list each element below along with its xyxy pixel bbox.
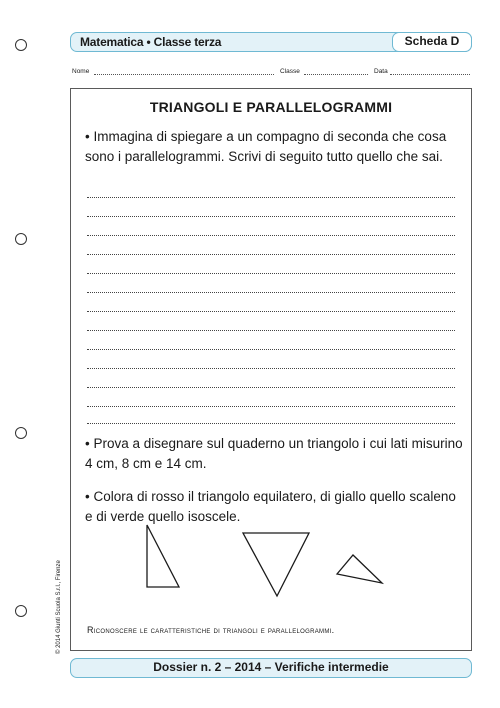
scalene-triangle[interactable] [147, 525, 179, 587]
date-label: Data [374, 68, 388, 75]
binder-hole-4 [15, 605, 27, 617]
answer-line[interactable] [87, 197, 455, 198]
header-bar [70, 32, 472, 52]
class-label: Classe [280, 68, 300, 75]
binder-hole-3 [15, 427, 27, 439]
triangles-figure [71, 519, 471, 609]
exercise-3-text: • Colora di rosso il triangolo equilatero, di giallo quello scaleno e di verde quello isoscele. [85, 489, 456, 524]
copyright-text: © 2014 Giunti Scuola S.r.l., Firenze [56, 560, 62, 654]
isosceles-triangle[interactable] [337, 555, 382, 583]
class-field[interactable] [304, 74, 368, 75]
student-info-row [72, 68, 472, 80]
answer-line[interactable] [87, 292, 455, 293]
subject-label: Matematica • Classe terza [80, 35, 222, 49]
name-label: Nome [72, 68, 90, 75]
answer-line[interactable] [87, 423, 455, 424]
answer-line[interactable] [87, 387, 455, 388]
sheet-label: Scheda D [392, 32, 472, 52]
worksheet-title: TRIANGOLI E PARALLELOGRAMMI [149, 99, 393, 115]
answer-line[interactable] [87, 330, 455, 331]
answer-line[interactable] [87, 216, 455, 217]
answer-line[interactable] [87, 311, 455, 312]
answer-line[interactable] [87, 235, 455, 236]
answer-line[interactable] [87, 254, 455, 255]
footer-bar: Dossier n. 2 – 2014 – Verifiche intermedie [70, 658, 472, 678]
answer-line[interactable] [87, 273, 455, 274]
answer-line[interactable] [87, 406, 455, 407]
name-field[interactable] [94, 74, 274, 75]
worksheet-box [70, 88, 472, 651]
exercise-2-text: • Prova a disegnare sul quaderno un triangolo i cui lati misurino 4 cm, 8 cm e 14 cm. [85, 436, 463, 471]
exercise-1-text: • Immagina di spiegare a un compagno di seconda che cosa sono i parallelogrammi. Scrivi di seguito tutto quello che sai. [85, 129, 447, 164]
equilateral-triangle[interactable] [243, 533, 309, 596]
binder-hole-2 [15, 233, 27, 245]
learning-objective: Riconoscere le caratteristiche di triangoli e parallelogrammi. [87, 625, 335, 635]
binder-hole-1 [15, 39, 27, 51]
answer-line[interactable] [87, 349, 455, 350]
answer-line[interactable] [87, 368, 455, 369]
date-field[interactable] [390, 74, 470, 75]
